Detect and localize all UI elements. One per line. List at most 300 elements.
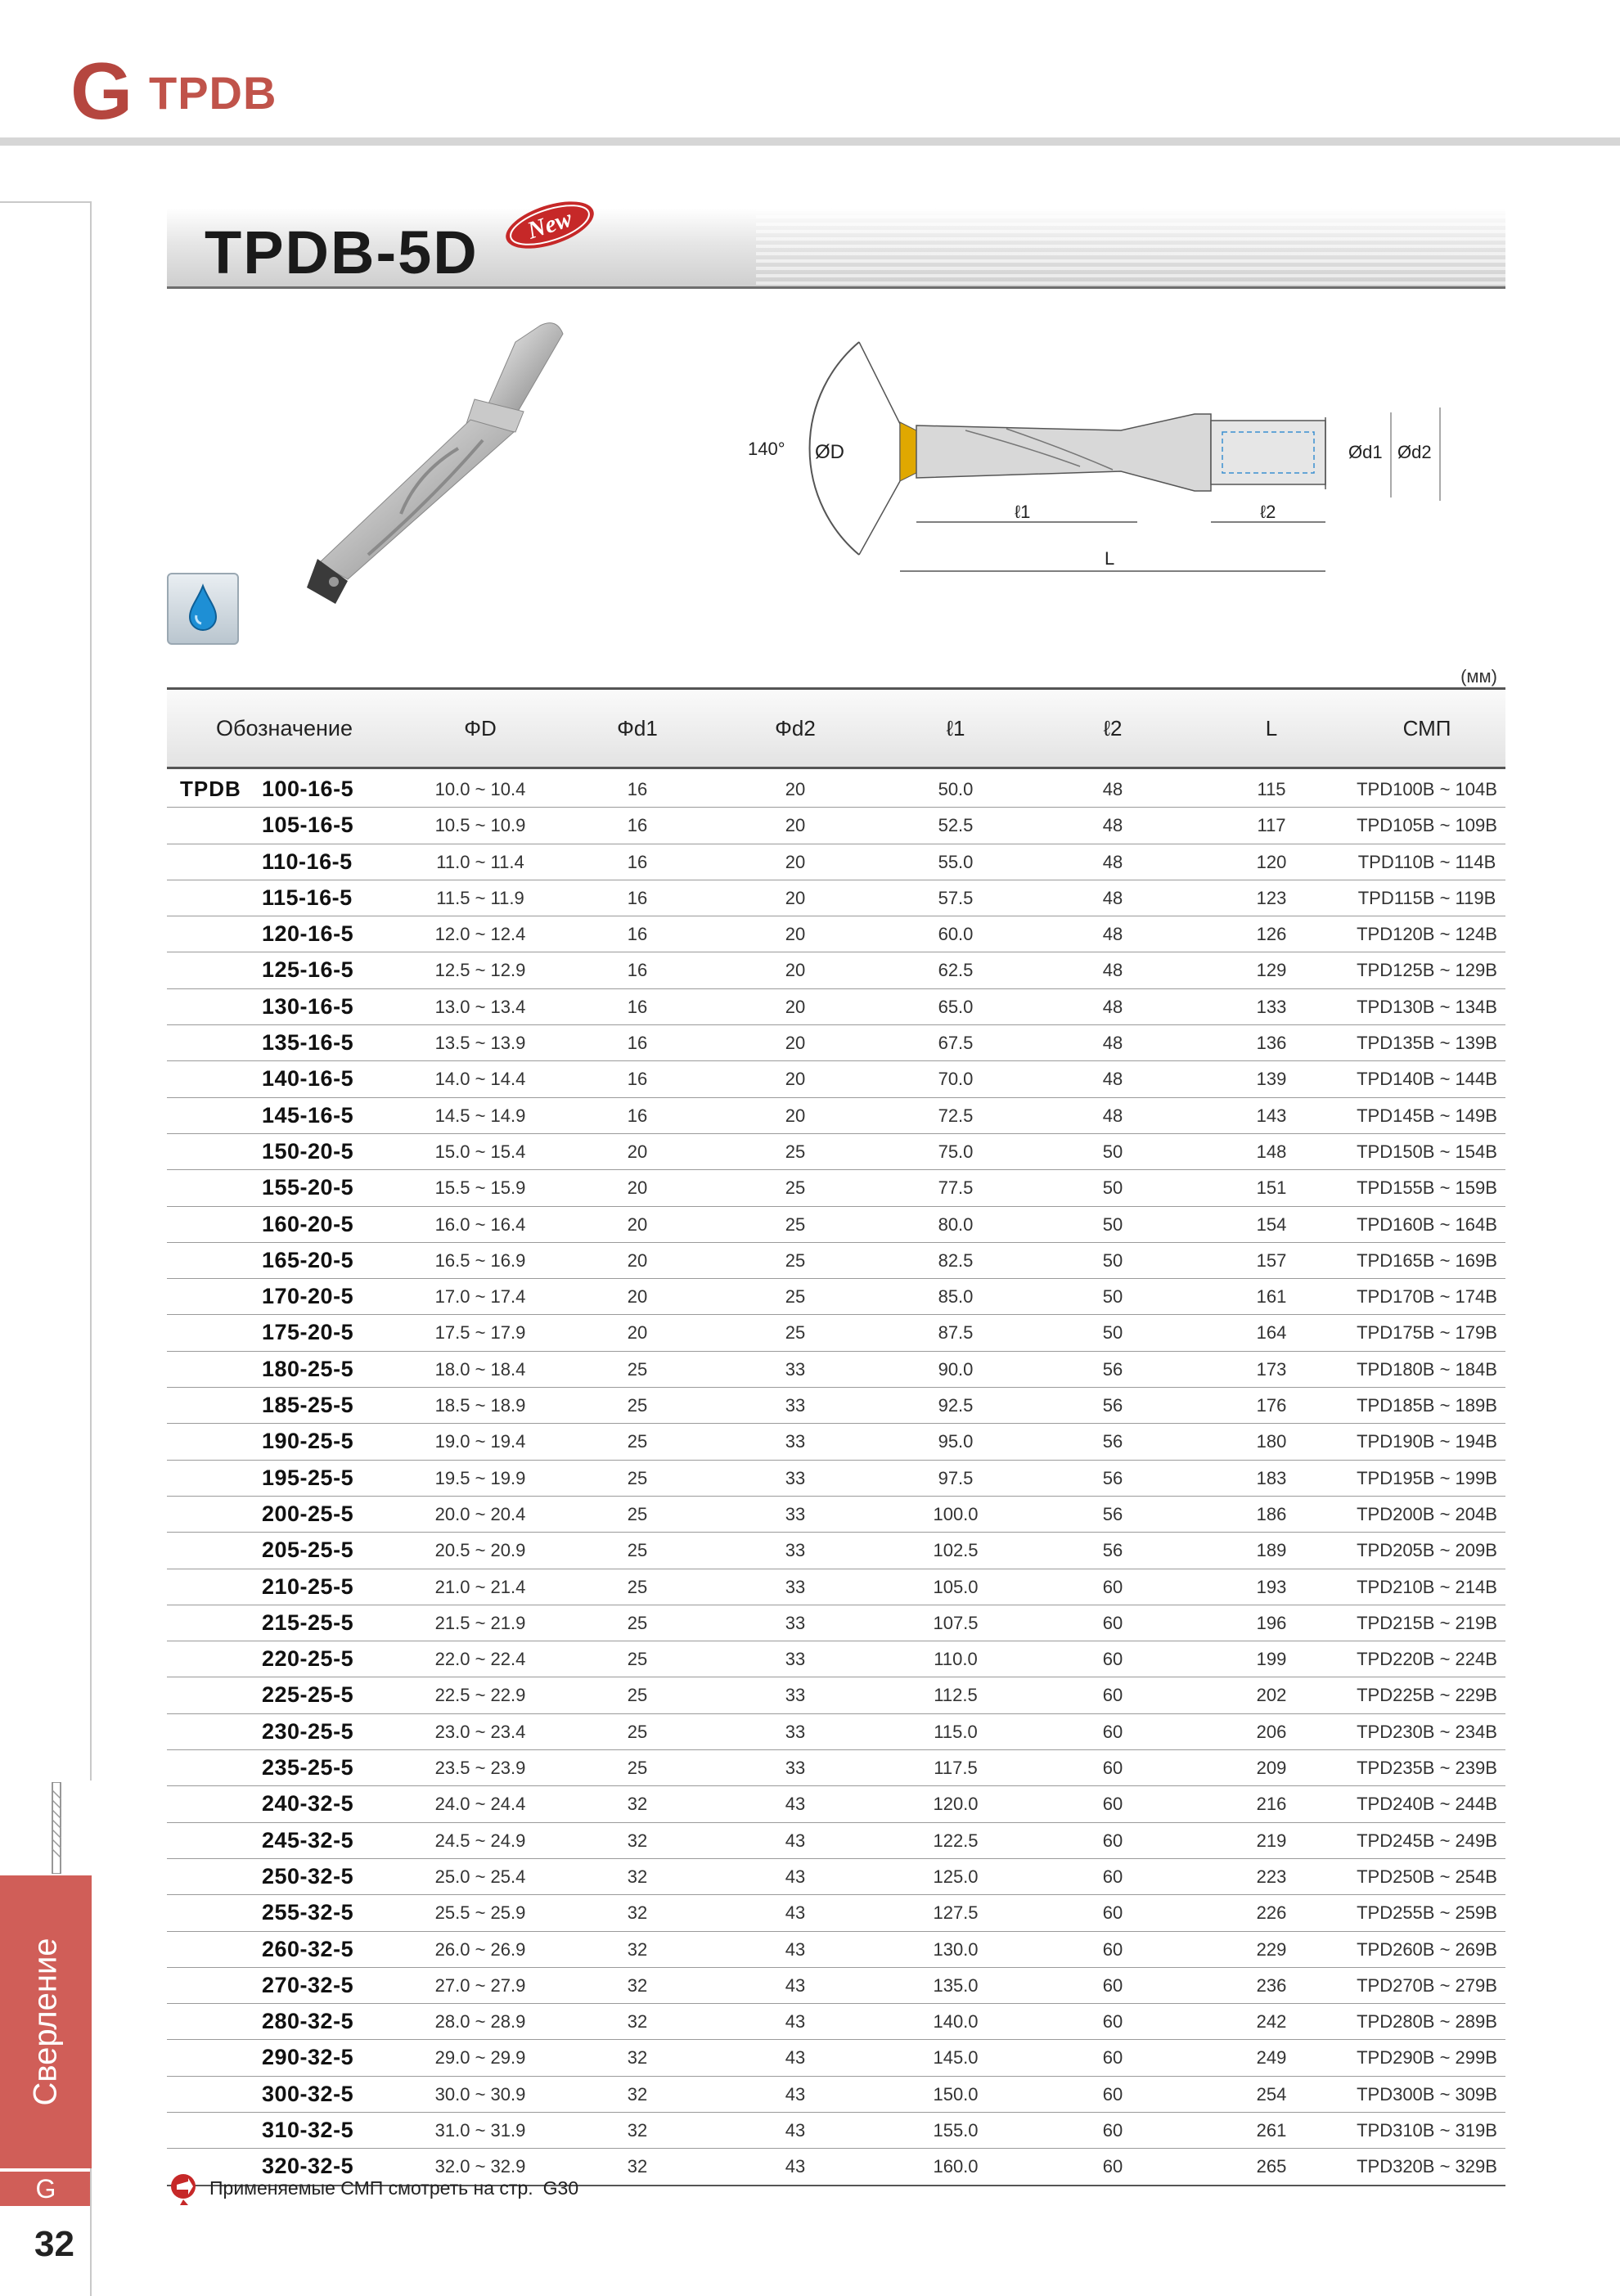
table-row [167, 772, 1505, 808]
table-cell: 32 [627, 2011, 648, 2033]
table-cell: 33 [785, 1503, 806, 1524]
table-cell: 154 [1256, 1213, 1287, 1235]
table-cell: 16 [627, 1105, 648, 1126]
table-row [167, 1968, 1505, 2004]
footnote-page-link[interactable]: G30 [542, 2177, 579, 2199]
table-cell: TPD300B ~ 309B [1357, 2083, 1497, 2105]
table-cell: 12.0 ~ 12.4 [434, 924, 526, 945]
table-row [167, 952, 1505, 988]
table-row [167, 1424, 1505, 1460]
table-cell: 20 [785, 851, 806, 872]
table-cell: 56 [1102, 1431, 1123, 1452]
table-cell: 25 [785, 1249, 806, 1271]
column-header: ℓ1 [946, 716, 965, 741]
table-cell: 60 [1102, 1758, 1123, 1779]
table-cell: TPD260B ~ 269B [1357, 1938, 1497, 1960]
table-cell: TPD110B ~ 114B [1357, 851, 1496, 872]
table-cell: 60 [1102, 1902, 1123, 1924]
table-row [167, 916, 1505, 952]
table-cell: 120.0 [933, 1794, 979, 1815]
table-cell: 115 [1257, 779, 1286, 799]
table-cell: 206 [1256, 1721, 1287, 1742]
table-cell: 32 [627, 2083, 648, 2105]
table-cell: TPD135B ~ 139B [1357, 1033, 1497, 1054]
table-cell: 32 [627, 1830, 648, 1851]
table-cell: 25 [627, 1612, 648, 1633]
table-row [167, 2004, 1505, 2040]
table-row [167, 1750, 1505, 1786]
table-cell: 60 [1102, 1576, 1123, 1597]
row-designation: 110-16-5 [262, 849, 353, 874]
table-cell: 242 [1256, 2011, 1287, 2033]
table-cell: 23.0 ~ 23.4 [434, 1721, 526, 1742]
table-cell: 43 [785, 1794, 806, 1815]
table-cell: 25 [627, 1649, 648, 1670]
table-row [167, 2077, 1505, 2113]
table-cell: 33 [785, 1431, 806, 1452]
row-designation: 150-20-5 [262, 1138, 354, 1164]
table-cell: 48 [1102, 960, 1123, 981]
row-designation: 175-20-5 [262, 1320, 354, 1345]
table-cell: 189 [1256, 1540, 1287, 1561]
table-cell: TPD170B ~ 174B [1357, 1286, 1497, 1308]
row-designation: 235-25-5 [262, 1755, 354, 1781]
table-cell: 129 [1256, 960, 1287, 981]
table-row [167, 1859, 1505, 1895]
footnote-text: Применяемые СМП смотреть на стр. [209, 2177, 533, 2199]
table-cell: 15.0 ~ 15.4 [434, 1141, 526, 1162]
row-designation: 210-25-5 [262, 1573, 354, 1599]
table-cell: 48 [1102, 815, 1123, 836]
table-cell: 16.5 ~ 16.9 [434, 1249, 526, 1271]
table-cell: 60 [1102, 1612, 1123, 1633]
diameter-D-label: ØD [815, 441, 844, 463]
table-cell: 33 [785, 1721, 806, 1742]
row-designation: 145-16-5 [262, 1102, 354, 1128]
table-cell: TPD240B ~ 244B [1357, 1794, 1497, 1815]
table-cell: 120 [1256, 851, 1287, 872]
table-cell: 145.0 [933, 2047, 979, 2069]
table-cell: 29.0 ~ 29.9 [434, 2047, 526, 2069]
table-cell: 16 [627, 815, 648, 836]
table-cell: 105.0 [933, 1576, 979, 1597]
table-cell: TPD115B ~ 119B [1357, 887, 1496, 908]
row-designation: 280-32-5 [262, 2009, 354, 2034]
table-cell: TPD155B ~ 159B [1357, 1177, 1497, 1199]
table-cell: 65.0 [938, 996, 974, 1017]
table-cell: 125.0 [933, 1866, 979, 1887]
product-banner [167, 208, 1505, 289]
table-cell: 16 [627, 887, 648, 908]
table-cell: 20 [785, 996, 806, 1017]
table-cell: 155.0 [933, 2119, 979, 2141]
table-cell: 16 [627, 1033, 648, 1054]
header-rule [0, 137, 1620, 146]
diameter-d2-label: Ød2 [1397, 442, 1432, 462]
table-cell: 151 [1256, 1177, 1287, 1199]
table-row [167, 880, 1505, 916]
row-designation: 260-32-5 [262, 1936, 354, 1961]
table-cell: 33 [785, 1395, 806, 1416]
table-cell: 56 [1102, 1540, 1123, 1561]
table-cell: 117 [1257, 815, 1286, 836]
table-cell: 20 [785, 1105, 806, 1126]
table-row [167, 2113, 1505, 2149]
banner-stripes [756, 208, 1505, 286]
table-cell: 43 [785, 1902, 806, 1924]
table-cell: 20 [627, 1177, 648, 1199]
table-cell: 50 [1102, 1286, 1123, 1308]
row-designation: 205-25-5 [262, 1537, 354, 1563]
diameter-d1-label: Ød1 [1348, 442, 1383, 462]
new-badge-label: New [524, 205, 576, 245]
table-cell: 123 [1256, 887, 1287, 908]
table-cell: 236 [1256, 1974, 1287, 1996]
table-cell: 56 [1102, 1503, 1123, 1524]
table-cell: 43 [785, 2083, 806, 2105]
table-cell: 20 [785, 815, 806, 836]
table-cell: 80.0 [938, 1213, 974, 1235]
table-cell: 16 [627, 1069, 648, 1090]
table-cell: 33 [785, 1467, 806, 1488]
table-cell: 50 [1102, 1322, 1123, 1344]
table-cell: 112.5 [934, 1685, 978, 1706]
row-designation: 140-16-5 [262, 1066, 354, 1092]
row-designation: 225-25-5 [262, 1682, 354, 1708]
table-cell: 223 [1256, 1866, 1287, 1887]
table-cell: 60 [1102, 2047, 1123, 2069]
table-row [167, 1569, 1505, 1605]
table-cell: 60 [1102, 2011, 1123, 2033]
table-cell: 52.5 [938, 815, 974, 836]
table-cell: 60 [1102, 1685, 1123, 1706]
table-cell: 136 [1256, 1033, 1287, 1054]
row-designation: 185-25-5 [262, 1393, 354, 1418]
table-cell: TPD290B ~ 299B [1357, 2047, 1497, 2069]
length-L-label: L [1105, 548, 1115, 569]
table-cell: 21.5 ~ 21.9 [434, 1612, 526, 1633]
table-cell: TPD220B ~ 224B [1357, 1649, 1497, 1670]
row-designation: 320-32-5 [262, 2154, 354, 2179]
table-cell: 25 [627, 1685, 648, 1706]
table-cell: 56 [1102, 1358, 1123, 1380]
table-cell: 16 [627, 851, 648, 872]
table-cell: 50 [1102, 1249, 1123, 1271]
product-photo [270, 309, 663, 620]
table-cell: 10.5 ~ 10.9 [434, 815, 526, 836]
table-cell: TPD200B ~ 204B [1357, 1503, 1497, 1524]
coolant-indicator [167, 573, 239, 645]
table-cell: 180 [1256, 1431, 1287, 1452]
table-row [167, 1170, 1505, 1206]
table-cell: 25 [627, 1721, 648, 1742]
table-cell: 75.0 [938, 1141, 974, 1162]
table-cell: 107.5 [933, 1612, 979, 1633]
table-cell: 25 [627, 1540, 648, 1561]
table-cell: 55.0 [938, 851, 974, 872]
table-cell: 85.0 [938, 1286, 974, 1308]
table-cell: 229 [1256, 1938, 1287, 1960]
table-cell: 32 [627, 2047, 648, 2069]
length-l1-label: ℓ1 [1015, 502, 1031, 522]
table-row [167, 989, 1505, 1025]
table-cell: 90.0 [938, 1358, 974, 1380]
table-cell: TPD160B ~ 164B [1357, 1213, 1497, 1235]
row-designation: 135-16-5 [262, 1030, 354, 1056]
table-row [167, 1677, 1505, 1713]
table-cell: TPD245B ~ 249B [1357, 1830, 1497, 1851]
table-cell: 12.5 ~ 12.9 [434, 960, 526, 981]
table-cell: TPD270B ~ 279B [1357, 1974, 1497, 1996]
table-row [167, 1641, 1505, 1677]
table-cell: 31.0 ~ 31.9 [434, 2119, 526, 2141]
table-cell: 25 [785, 1286, 806, 1308]
row-designation: 125-16-5 [262, 957, 354, 983]
table-cell: TPD130B ~ 134B [1357, 996, 1497, 1017]
table-cell: 48 [1102, 887, 1123, 908]
table-cell: 122.5 [933, 1830, 979, 1851]
table-cell: 22.0 ~ 22.4 [434, 1649, 526, 1670]
table-cell: 60 [1102, 1649, 1123, 1670]
row-designation: 100-16-5 [262, 777, 354, 801]
table-cell: TPD320B ~ 329B [1357, 2156, 1497, 2177]
new-badge [501, 195, 599, 255]
table-cell: 60.0 [938, 924, 974, 945]
table-row [167, 1098, 1505, 1134]
table-cell: 135.0 [933, 1974, 979, 1996]
series-label: TPDB [180, 777, 241, 801]
table-cell: 30.0 ~ 30.9 [434, 2083, 526, 2105]
table-row [167, 1061, 1505, 1097]
table-body [167, 772, 1505, 2186]
table-cell: 140.0 [933, 2011, 979, 2033]
section-side-tab-label: Сверление [27, 1938, 64, 2106]
table-row [167, 1315, 1505, 1351]
row-designation: 165-20-5 [262, 1247, 354, 1272]
table-cell: 57.5 [938, 887, 974, 908]
table-cell: 43 [785, 2011, 806, 2033]
column-header: ΦD [464, 716, 497, 741]
table-cell: 196 [1256, 1612, 1287, 1633]
table-cell: 25 [785, 1177, 806, 1199]
table-cell: 164 [1256, 1322, 1287, 1344]
table-cell: 60 [1102, 1794, 1123, 1815]
table-cell: 10.0 ~ 10.4 [434, 779, 526, 799]
table-cell: TPD210B ~ 214B [1357, 1576, 1497, 1597]
table-cell: TPD190B ~ 194B [1357, 1431, 1497, 1452]
table-header [167, 690, 1505, 769]
table-cell: 24.5 ~ 24.9 [434, 1830, 526, 1851]
table-cell: TPD145B ~ 149B [1357, 1105, 1497, 1126]
table-cell: 32 [627, 1974, 648, 1996]
table-cell: 20 [627, 1322, 648, 1344]
table-cell: 23.5 ~ 23.9 [434, 1758, 526, 1779]
table-cell: 62.5 [938, 960, 974, 981]
table-cell: 60 [1102, 1830, 1123, 1851]
row-designation: 245-32-5 [262, 1827, 354, 1853]
table-cell: 82.5 [938, 1249, 974, 1271]
table-cell: 20 [627, 1286, 648, 1308]
left-margin-frame [0, 201, 92, 1781]
table-cell: 20 [785, 779, 806, 799]
row-designation: 230-25-5 [262, 1718, 354, 1744]
table-cell: 209 [1256, 1758, 1287, 1779]
table-cell: 102.5 [933, 1540, 979, 1561]
table-cell: 20 [785, 924, 806, 945]
table-cell: 67.5 [938, 1033, 974, 1054]
table-row [167, 1895, 1505, 1931]
table-row [167, 1932, 1505, 1968]
table-cell: 161 [1256, 1286, 1287, 1308]
table-cell: 33 [785, 1649, 806, 1670]
angle-label: 140° [748, 439, 785, 459]
table-cell: 87.5 [938, 1322, 974, 1344]
row-designation: 190-25-5 [262, 1429, 354, 1454]
table-cell: 16 [627, 996, 648, 1017]
table-row [167, 1279, 1505, 1315]
table-cell: 48 [1102, 924, 1123, 945]
table-cell: 249 [1256, 2047, 1287, 2069]
table-cell: 20 [785, 1069, 806, 1090]
table-cell: 22.5 ~ 22.9 [434, 1685, 526, 1706]
table-row [167, 844, 1505, 880]
table-cell: 60 [1102, 2156, 1123, 2177]
table-cell: 173 [1256, 1358, 1287, 1380]
table-cell: 193 [1256, 1576, 1287, 1597]
row-designation: 120-16-5 [262, 921, 354, 947]
table-cell: 11.0 ~ 11.4 [436, 851, 524, 872]
table-cell: 48 [1102, 779, 1123, 799]
table-cell: 33 [785, 1612, 806, 1633]
table-cell: 95.0 [938, 1431, 974, 1452]
table-cell: 25 [627, 1758, 648, 1779]
table-cell: 25.0 ~ 25.4 [434, 1866, 526, 1887]
table-cell: 97.5 [938, 1467, 974, 1488]
row-designation: 310-32-5 [262, 2117, 354, 2142]
table-cell: 43 [785, 1938, 806, 1960]
table-cell: 148 [1256, 1141, 1287, 1162]
table-row [167, 808, 1505, 844]
table-row [167, 1823, 1505, 1859]
table-row [167, 1714, 1505, 1750]
table-cell: 56 [1102, 1467, 1123, 1488]
table-cell: 50 [1102, 1141, 1123, 1162]
table-cell: 56 [1102, 1395, 1123, 1416]
table-cell: 202 [1256, 1685, 1287, 1706]
table-cell: 27.0 ~ 27.9 [434, 1974, 526, 1996]
table-cell: TPD235B ~ 239B [1357, 1758, 1497, 1779]
table-cell: 25 [627, 1576, 648, 1597]
table-cell: 254 [1256, 2083, 1287, 2105]
table-cell: 32 [627, 1902, 648, 1924]
table-cell: 160.0 [933, 2156, 979, 2177]
table-cell: TPD225B ~ 229B [1357, 1685, 1497, 1706]
table-row [167, 1134, 1505, 1170]
product-title: TPDB-5D [205, 218, 479, 286]
table-cell: 115.0 [934, 1721, 978, 1742]
table-cell: 19.5 ~ 19.9 [434, 1467, 526, 1488]
table-cell: 60 [1102, 1938, 1123, 1960]
table-cell: 18.5 ~ 18.9 [434, 1395, 526, 1416]
drill-bit-icon [46, 1782, 67, 1874]
row-designation: 255-32-5 [262, 1900, 354, 1925]
table-row [167, 1605, 1505, 1641]
table-cell: 11.5 ~ 11.9 [436, 887, 524, 908]
pointer-hand-icon [169, 2170, 201, 2206]
table-cell: 25 [627, 1431, 648, 1452]
table-cell: 43 [785, 2156, 806, 2177]
table-cell: 32 [627, 2119, 648, 2141]
table-cell: 72.5 [938, 1105, 974, 1126]
row-designation: 170-20-5 [262, 1284, 354, 1309]
row-designation: 220-25-5 [262, 1646, 354, 1672]
row-designation: 200-25-5 [262, 1501, 354, 1526]
table-cell: 60 [1102, 1721, 1123, 1742]
table-cell: 43 [785, 1830, 806, 1851]
table-cell: 226 [1256, 1902, 1287, 1924]
table-cell: 126 [1256, 924, 1287, 945]
table-cell: 48 [1102, 996, 1123, 1017]
table-cell: 25 [785, 1141, 806, 1162]
row-designation: 195-25-5 [262, 1465, 354, 1490]
table-cell: 20 [785, 887, 806, 908]
table-cell: 20 [627, 1249, 648, 1271]
table-row [167, 1388, 1505, 1424]
table-cell: 24.0 ~ 24.4 [434, 1794, 526, 1815]
table-cell: 70.0 [938, 1069, 974, 1090]
table-cell: 43 [785, 2047, 806, 2069]
table-cell: 20 [785, 1033, 806, 1054]
table-cell: 143 [1256, 1105, 1287, 1126]
section-letter: G [70, 46, 133, 136]
table-cell: 48 [1102, 1105, 1123, 1126]
column-header: Обозначение [216, 716, 353, 741]
table-cell: 26.0 ~ 26.9 [434, 1938, 526, 1960]
row-designation: 240-32-5 [262, 1791, 354, 1817]
column-header: Φd1 [617, 716, 658, 741]
table-cell: 100.0 [933, 1503, 979, 1524]
table-cell: 265 [1256, 2156, 1287, 2177]
table-cell: 32 [627, 1794, 648, 1815]
table-cell: 32 [627, 1866, 648, 1887]
column-header: Φd2 [775, 716, 816, 741]
table-cell: TPD140B ~ 144B [1357, 1069, 1497, 1090]
table-cell: 20.0 ~ 20.4 [434, 1503, 526, 1524]
table-cell: TPD105B ~ 109B [1357, 815, 1497, 836]
table-cell: 60 [1102, 2119, 1123, 2141]
table-cell: 133 [1256, 996, 1287, 1017]
row-designation: 290-32-5 [262, 2045, 354, 2070]
table-cell: TPD180B ~ 184B [1357, 1358, 1497, 1380]
table-cell: TPD185B ~ 189B [1357, 1395, 1497, 1416]
table-cell: 14.0 ~ 14.4 [434, 1069, 526, 1090]
table-cell: 150.0 [933, 2083, 979, 2105]
table-cell: 261 [1256, 2119, 1287, 2141]
row-designation: 155-20-5 [262, 1175, 354, 1200]
table-cell: 48 [1102, 851, 1123, 872]
table-cell: 60 [1102, 1866, 1123, 1887]
table-cell: TPD255B ~ 259B [1357, 1902, 1497, 1924]
page-number: 32 [34, 2224, 74, 2264]
table-cell: TPD215B ~ 219B [1357, 1612, 1497, 1633]
table-cell: 77.5 [938, 1177, 974, 1199]
table-cell: 25 [627, 1503, 648, 1524]
table-cell: 157 [1256, 1249, 1287, 1271]
table-cell: 183 [1256, 1467, 1287, 1488]
table-cell: TPD230B ~ 234B [1357, 1721, 1497, 1742]
table-cell: TPD195B ~ 199B [1357, 1467, 1497, 1488]
table-cell: 25 [785, 1322, 806, 1344]
